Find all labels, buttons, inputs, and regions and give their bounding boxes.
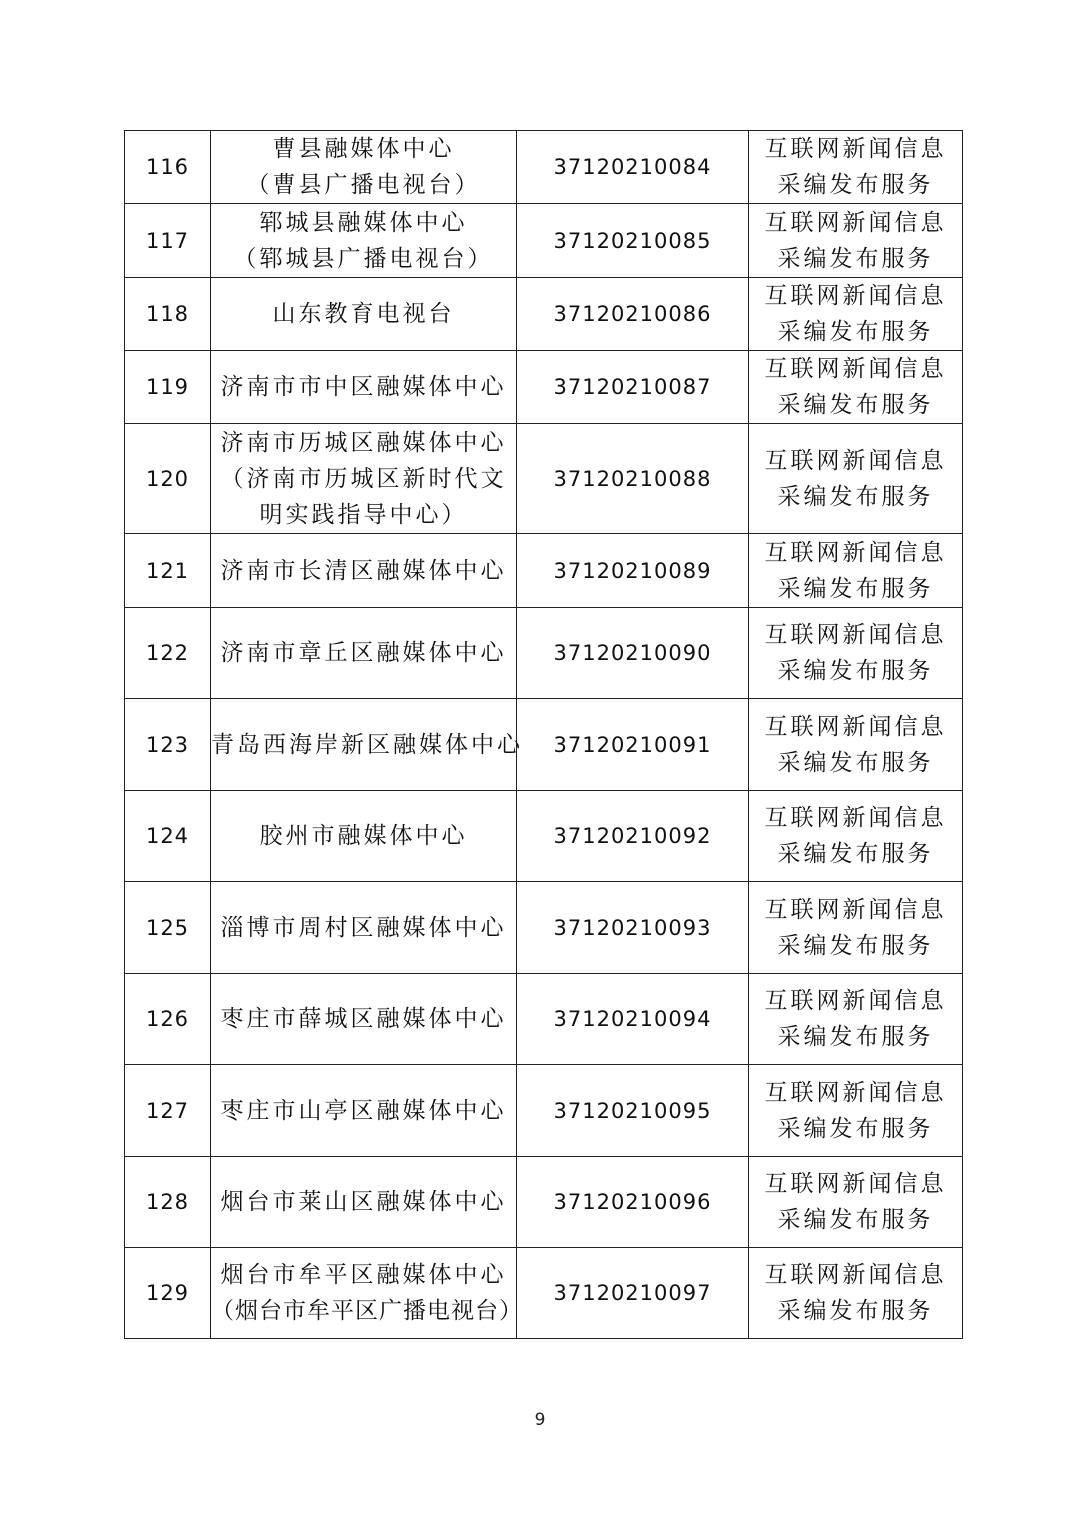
service-type <box>749 1157 963 1248</box>
service-type <box>749 882 963 974</box>
license-code: 37120210093 <box>517 882 749 974</box>
organization-name-line: （济南市历城区新时代文 <box>220 465 507 492</box>
service-type <box>749 534 963 608</box>
table-row <box>125 1065 963 1157</box>
service-type <box>749 278 963 351</box>
table-row <box>125 351 963 424</box>
service-type-line: 采编发布服务 <box>777 932 934 959</box>
service-type <box>749 204 963 278</box>
table-row <box>125 608 963 699</box>
service-type-line: 互联网新闻信息 <box>764 896 947 923</box>
row-number: 119 <box>125 351 211 424</box>
row-number: 129 <box>125 1248 211 1339</box>
service-type-line: 采编发布服务 <box>777 1298 934 1324</box>
table-row <box>125 1157 963 1248</box>
organization-name-line: 郓城县融媒体中心 <box>259 209 468 236</box>
row-number: 121 <box>125 534 211 608</box>
organization-name-line: 枣庄市薛城区融媒体中心 <box>220 1006 507 1032</box>
service-type-line: 互联网新闻信息 <box>764 209 947 236</box>
organization-name-line: 胶州市融媒体中心 <box>259 823 468 849</box>
license-code: 37120210094 <box>517 974 749 1065</box>
license-code: 37120210097 <box>517 1248 749 1339</box>
table-row <box>125 699 963 791</box>
license-code: 37120210087 <box>517 351 749 424</box>
page-number: 9 <box>534 1410 546 1430</box>
organization-name <box>211 131 517 204</box>
service-type-line: 互联网新闻信息 <box>764 1171 947 1197</box>
license-code: 37120210096 <box>517 1157 749 1248</box>
license-code: 37120210090 <box>517 608 749 699</box>
service-type-line: 互联网新闻信息 <box>764 1262 947 1288</box>
organization-name-line: 枣庄市山亭区融媒体中心 <box>220 1097 507 1124</box>
row-number: 122 <box>125 608 211 699</box>
organization-name <box>211 278 517 351</box>
organization-name <box>211 534 517 608</box>
row-number: 126 <box>125 974 211 1065</box>
service-type-line: 采编发布服务 <box>777 319 934 345</box>
table-row <box>125 974 963 1065</box>
service-type-line: 采编发布服务 <box>777 658 934 684</box>
service-type <box>749 131 963 204</box>
license-code: 37120210095 <box>517 1065 749 1157</box>
organization-name <box>211 882 517 974</box>
organization-name-line: 烟台市牟平区融媒体中心 <box>220 1262 507 1288</box>
license-code: 37120210089 <box>517 534 749 608</box>
table-row <box>125 204 963 278</box>
service-type <box>749 974 963 1065</box>
license-code: 37120210086 <box>517 278 749 351</box>
organization-name-line: 济南市长清区融媒体中心 <box>220 557 507 584</box>
service-type-line: 互联网新闻信息 <box>764 136 947 162</box>
service-type-line: 采编发布服务 <box>777 1207 934 1233</box>
row-number: 116 <box>125 131 211 204</box>
row-number: 124 <box>125 791 211 882</box>
service-type <box>749 608 963 699</box>
service-type-line: 互联网新闻信息 <box>764 1079 947 1106</box>
table-row <box>125 424 963 534</box>
organization-name <box>211 1248 523 1339</box>
license-code: 37120210085 <box>517 204 749 278</box>
service-type-line: 采编发布服务 <box>777 483 934 510</box>
organization-name-line: （郓城县广播电视台） <box>233 245 494 272</box>
organization-name <box>211 791 517 882</box>
organization-name-line: 烟台市莱山区融媒体中心 <box>220 1189 507 1215</box>
organization-name-line: 济南市历城区融媒体中心 <box>220 429 507 456</box>
row-number: 117 <box>125 204 211 278</box>
service-type-line: 互联网新闻信息 <box>764 805 947 831</box>
organization-name <box>211 1065 517 1157</box>
organization-name <box>211 351 517 424</box>
organization-name-line: 济南市市中区融媒体中心 <box>220 374 507 400</box>
table-row <box>125 534 963 608</box>
service-type-line: 互联网新闻信息 <box>764 539 947 566</box>
row-number: 125 <box>125 882 211 974</box>
license-table <box>124 130 963 1339</box>
organization-name <box>211 608 517 699</box>
license-code: 37120210092 <box>517 791 749 882</box>
service-type <box>749 424 963 534</box>
service-type-line: 采编发布服务 <box>777 841 934 867</box>
service-type-line: 采编发布服务 <box>777 172 934 198</box>
organization-name-line: 青岛西海岸新区融媒体中心 <box>211 731 523 758</box>
table-row <box>125 1248 963 1339</box>
license-code: 37120210088 <box>517 424 749 534</box>
service-type-line: 采编发布服务 <box>777 1024 934 1050</box>
organization-name-line: 曹县融媒体中心 <box>272 136 455 162</box>
service-type <box>749 1065 963 1157</box>
service-type-line: 采编发布服务 <box>777 245 934 272</box>
row-number: 118 <box>125 278 211 351</box>
service-type-line: 互联网新闻信息 <box>764 283 947 309</box>
organization-name-line: 山东教育电视台 <box>272 301 455 327</box>
service-type-line: 采编发布服务 <box>777 1115 934 1142</box>
service-type <box>749 351 963 424</box>
organization-name-line: 淄博市周村区融媒体中心 <box>220 914 507 941</box>
organization-name <box>211 424 517 534</box>
table-row <box>125 278 963 351</box>
license-code: 37120210091 <box>517 699 749 791</box>
organization-name <box>211 1157 517 1248</box>
service-type-line: 采编发布服务 <box>777 575 934 602</box>
row-number: 120 <box>125 424 211 534</box>
service-type-line: 采编发布服务 <box>777 749 934 776</box>
table-row <box>125 131 963 204</box>
organization-name-line: 明实践指导中心） <box>259 501 468 528</box>
service-type-line: 互联网新闻信息 <box>764 988 947 1014</box>
service-type-line: 互联网新闻信息 <box>764 356 947 382</box>
organization-name-line: （曹县广播电视台） <box>246 172 481 198</box>
table-row <box>125 791 963 882</box>
license-table-body <box>125 131 963 1339</box>
organization-name <box>211 974 517 1065</box>
service-type <box>749 791 963 882</box>
service-type-line: 采编发布服务 <box>777 392 934 418</box>
organization-name-line: （烟台市牟平区广播电视台） <box>211 1298 523 1324</box>
table-row <box>125 882 963 974</box>
row-number: 123 <box>125 699 211 791</box>
license-code: 37120210084 <box>517 131 749 204</box>
organization-name-line: 济南市章丘区融媒体中心 <box>220 640 507 666</box>
service-type-line: 互联网新闻信息 <box>764 622 947 648</box>
service-type <box>749 699 963 791</box>
organization-name <box>211 699 523 791</box>
service-type-line: 互联网新闻信息 <box>764 713 947 740</box>
organization-name <box>211 204 517 278</box>
row-number: 128 <box>125 1157 211 1248</box>
row-number: 127 <box>125 1065 211 1157</box>
service-type-line: 互联网新闻信息 <box>764 447 947 474</box>
service-type <box>749 1248 963 1339</box>
